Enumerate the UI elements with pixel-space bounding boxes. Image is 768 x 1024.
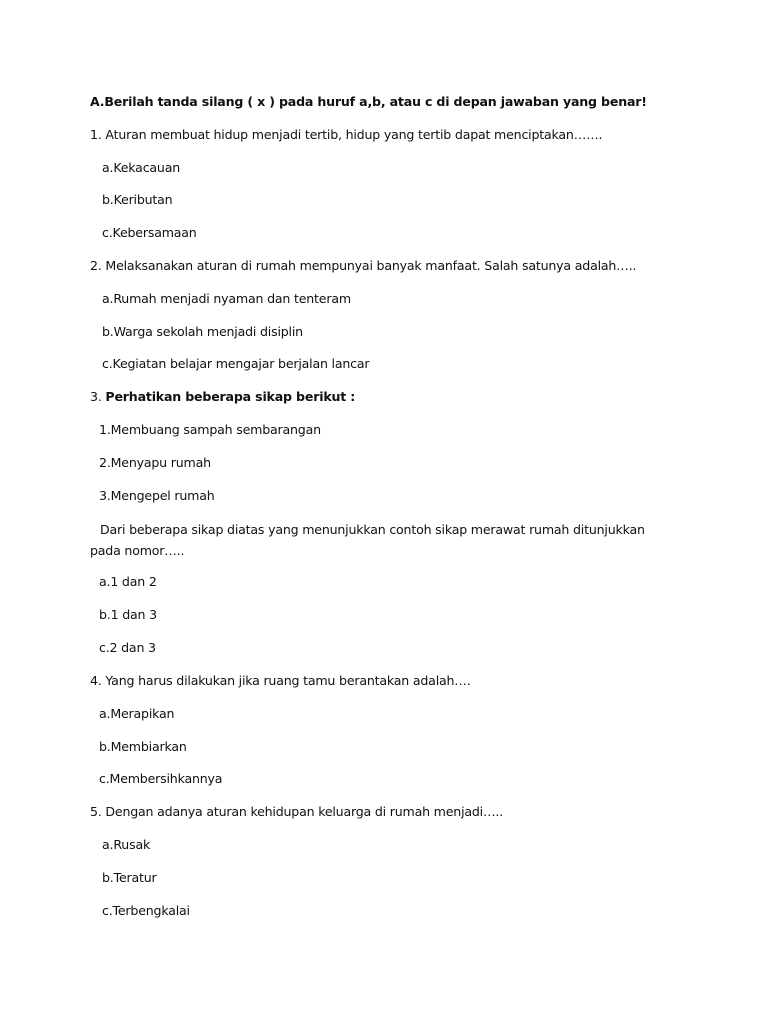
q2-option-a: a.Rumah menjadi nyaman dan tenteram <box>102 291 351 306</box>
question-3 <box>90 387 355 407</box>
q1-option-c: c.Kebersamaan <box>102 225 197 240</box>
q3-option-b: b.1 dan 3 <box>99 607 157 622</box>
q4-option-b: b.Membiarkan <box>99 739 187 754</box>
q3-text: Perhatikan beberapa sikap berikut : <box>105 389 356 404</box>
instruction-heading: A.Berilah tanda silang ( x ) pada huruf a,b, atau c di depan jawaban yang benar! <box>90 94 647 109</box>
q1-option-b: b.Keributan <box>102 192 173 207</box>
q3-item-2: 2.Menyapu rumah <box>99 455 211 470</box>
q5-option-a: a.Rusak <box>102 837 151 852</box>
q4-option-c: c.Membersihkannya <box>99 771 223 786</box>
q3-question: Dari beberapa sikap diatas yang menunjukkan contoh sikap merawat rumah ditunjukkan pada nomor….. <box>90 522 645 558</box>
q3-option-c: c.2 dan 3 <box>99 640 156 655</box>
question-1: 1. Aturan membuat hidup menjadi tertib, hidup yang tertib dapat menciptakan……. <box>90 127 603 142</box>
q2-option-b: b.Warga sekolah menjadi disiplin <box>102 324 303 339</box>
q3-number: 3. <box>90 389 106 404</box>
question-2: 2. Melaksanakan aturan di rumah mempunyai banyak manfaat. Salah satunya adalah….. <box>90 258 637 273</box>
q2-option-c: c.Kegiatan belajar mengajar berjalan lancar <box>102 356 370 371</box>
question-4: 4. Yang harus dilakukan jika ruang tamu berantakan adalah…. <box>90 673 471 688</box>
q5-option-c: c.Terbengkalai <box>102 903 190 918</box>
q3-item-1: 1.Membuang sampah sembarangan <box>99 422 321 437</box>
question-5: 5. Dengan adanya aturan kehidupan keluarga di rumah menjadi….. <box>90 804 503 819</box>
q5-option-b: b.Teratur <box>102 870 157 885</box>
q1-option-a: a.Kekacauan <box>102 160 181 175</box>
q3-option-a: a.1 dan 2 <box>99 574 157 589</box>
q4-option-a: a.Merapikan <box>99 706 175 721</box>
q3-item-3: 3.Mengepel rumah <box>99 488 215 503</box>
